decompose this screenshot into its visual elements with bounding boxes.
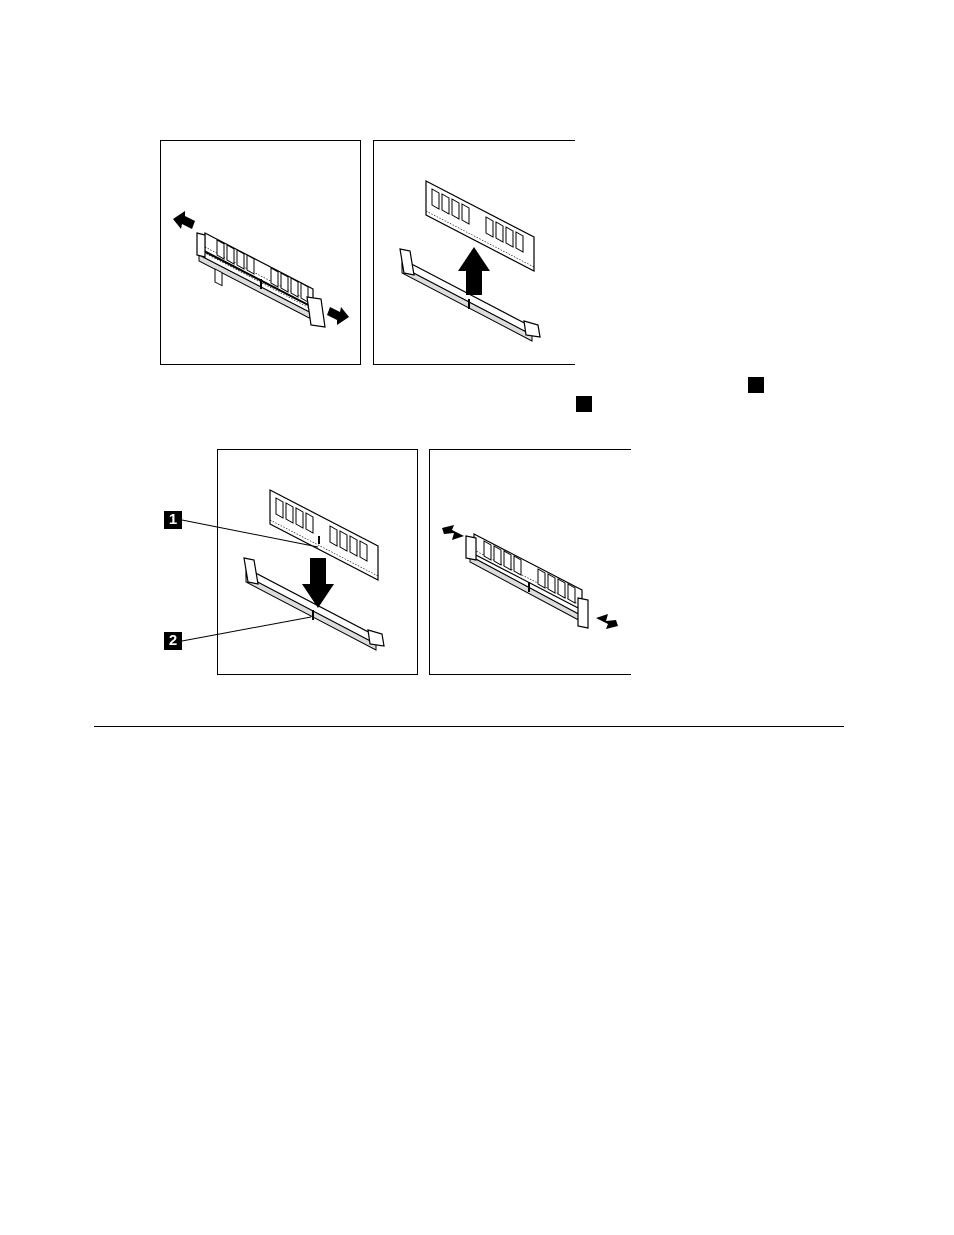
callout-badge-2: 2 (164, 632, 182, 650)
callout-badge-1: 1 (164, 511, 182, 529)
leader-line-2 (182, 617, 311, 641)
leader-line-1 (182, 520, 318, 547)
section-divider (94, 726, 844, 727)
